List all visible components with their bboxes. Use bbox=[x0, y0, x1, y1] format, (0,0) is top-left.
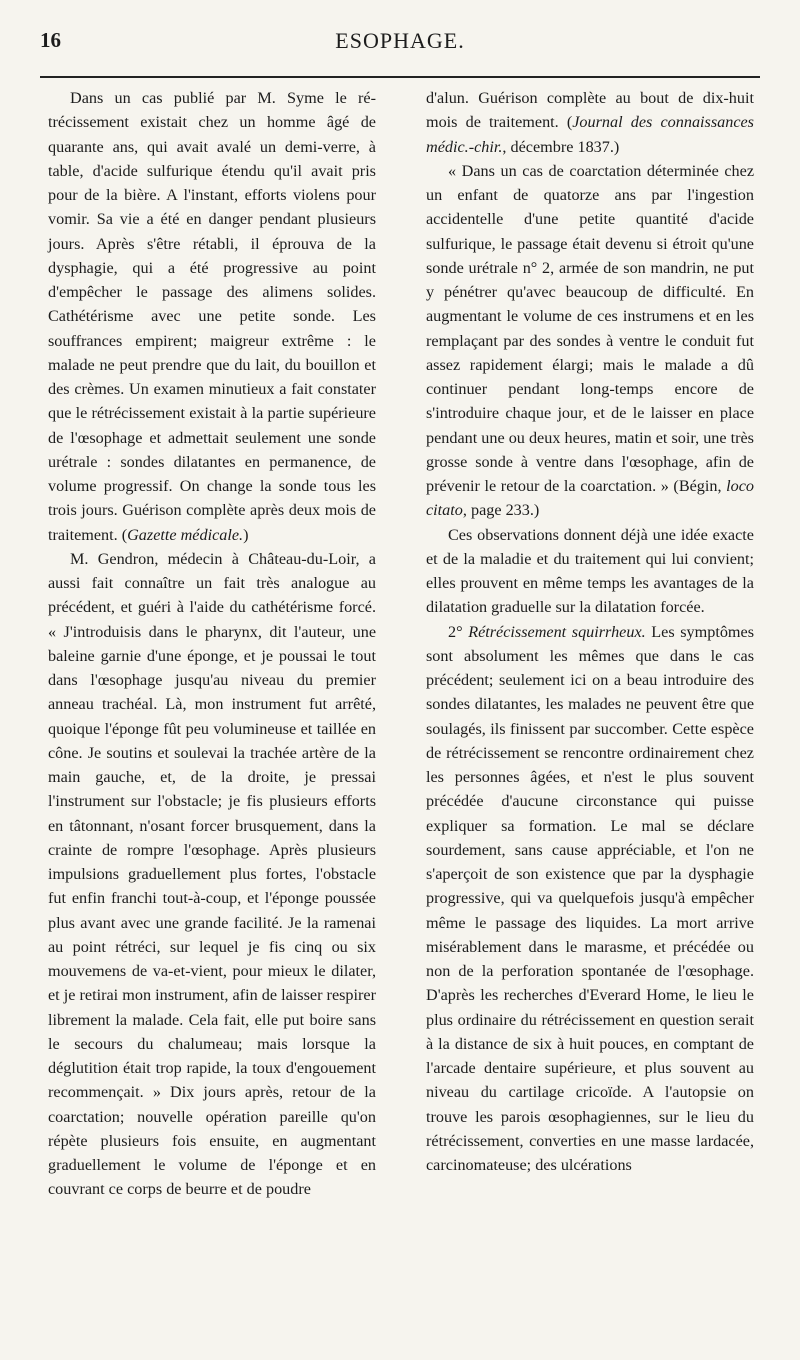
page-header bbox=[40, 28, 760, 62]
paragraph bbox=[48, 86, 376, 547]
paragraph bbox=[426, 620, 754, 1178]
section-title: Rétrécissement squirrheux. bbox=[468, 622, 646, 641]
paragraph-text: Dans un cas publié par M. Syme le ré-trécissement existait chez un homme âgé de quarante ans, qui avait avalé un demi-verre, à table, d'acide sulfurique étendu qu'il avait pris pour de la bière. A l'instant, efforts violens pour vomir. Sa vie a été en danger pendant plusieurs jours. Après s'être rétabli, il éprouva de la dysphagie, qui a été progressive au point d'empêcher le passage des alimens solides. Cathétérisme avec une petite sonde. Les souffrances empirent; maigreur extrême : le malade ne peut prendre que du lait, du bouillon et des crèmes. Un examen minutieux a fait constater que le rétrécissement existait à la partie supérieure de l'œsophage et admettait seulement une sonde urétrale : sondes dilatantes en permanence, de volume progressif. On change la sonde tous les trois jours. Guérison complète après deux mois de traitement. ( bbox=[48, 89, 376, 544]
paragraph-text: Ces observations donnent déjà une idée exacte et de la maladie et du traitement qui lui convient; elles prouvent en même temps les avantages de la dilatation graduelle sur la dilatation forcée. bbox=[426, 525, 754, 617]
paragraph-text: M. Gendron, médecin à Château-du-Loir, a aussi fait connaître un fait très analogue au précédent, et guéri à l'aide du cathétérisme forcé. « J'introduisis dans le pharynx, dit l'auteur, une baleine garnie d'une éponge, et je poussai le tout dans l'œsophage jusqu'au niveau du premier anneau trachéal. Là, mon instrument fut arrêté, quoique l'éponge fût peu volumineuse et taillée en cône. Je soutins et soulevai la trachée artère de la main gauche, et, de la droite, je pressai l'instrument sur l'obstacle; je fis plusieurs efforts en tâtonnant, n'osant forcer brusquement, dans la crainte de rompre l'œsophage. Après plusieurs impulsions graduellement plus fortes, l'obstacle fut enfin franchi tout-à-coup, et l'éponge poussée plus avant avec une grande facilité. Je la ramenai au point rétréci, sur lequel je fis cinq ou six mouvemens de va-et-vient, pour mieux le dilater, et je retirai mon instrument, afin de laisser respirer librement la malade. Cela fait, elle put boire sans le secours du chalumeau; mais lorsque la déglutition était trop rapide, la toux d'engouement recommençait. » Dix jours après, retour de la coarctation; nouvelle opération pareille qu'on répète plusieurs fois ensuite, en augmentant graduellement le volume de l'éponge et en couvrant ce corps de beurre et de poudre bbox=[48, 549, 376, 1199]
left-column bbox=[48, 86, 376, 1202]
citation: Gazette médicale. bbox=[127, 525, 244, 544]
right-column bbox=[426, 86, 754, 1177]
citation: loco citato bbox=[426, 477, 754, 520]
citation-close: , décembre 1837.) bbox=[502, 137, 620, 156]
paragraph-text: Les symptômes sont absolument les mêmes que dans le cas précédent; seulement ici on a beau introduire des sondes dilatantes, les malades ne peuvent être que soulagés, ils finissent par succomber. Cette espèce de rétrécissement se rencontre ordinairement chez les personnes âgées, et n'est le plus souvent précédée d'aucune circonstance qui puisse expliquer sa formation. Le mal se déclare sourdement, sans cause appréciable, et l'on ne s'aperçoit de son existence que par la dysphagie progressive, qui va quelquefois jusqu'à empêcher même le passage des liquides. La mort arrive misérablement dans le marasme, et précédée ou non de la perforation spontanée de l'œsophage. D'après les recherches d'Everard Home, le lieu le plus ordinaire du rétrécissement en question serait à la distance de six à huit pouces, en comptant de l'arcade dentaire supérieure, et plus souvent au niveau du cartilage cricoïde. A l'autopsie on trouve les parois œsophagiennes, sur le lieu du rétrécissement, converties en une masse lardacée, carcinomateuse; des ulcérations bbox=[426, 622, 754, 1174]
citation: Journal des connaissances médic.-chir. bbox=[426, 113, 754, 156]
citation-close: ) bbox=[243, 525, 249, 544]
header-rule bbox=[40, 76, 760, 78]
paragraph-text: « Dans un cas de coarctation déterminée chez un enfant de quatorze ans par l'ingestion accidentelle d'une petite quantité d'acide sulfurique, le passage était devenu si étroit qu'une sonde urétrale n° 2, armée de son mandrin, ne put y pénétrer qu'avec beaucoup de difficulté. En augmentant le volume de ces instrumens et en les remplaçant par des sondes à ventre le conduit fut assez rapidement élargi; mais le malade a dû continuer pendant long-temps encore de s'introduire chaque jour, et de le laisser en place pendant une ou deux heures, matin et soir, une très grosse sonde à ventre dans l'œsophage, afin de prévenir le retour de la coarctation. » (Bégin, bbox=[426, 161, 754, 495]
paragraph bbox=[426, 159, 754, 523]
section-number: 2° bbox=[448, 622, 463, 641]
page-number: 16 bbox=[40, 28, 61, 52]
paragraph-text: d'alun. Guérison complète au bout de dix-huit mois de traitement. ( bbox=[426, 89, 754, 132]
paragraph-continuation bbox=[426, 86, 754, 159]
citation-close: , page 233.) bbox=[462, 501, 540, 520]
paragraph bbox=[426, 523, 754, 620]
running-title: ESOPHAGE. bbox=[335, 28, 465, 53]
paragraph bbox=[48, 547, 376, 1202]
